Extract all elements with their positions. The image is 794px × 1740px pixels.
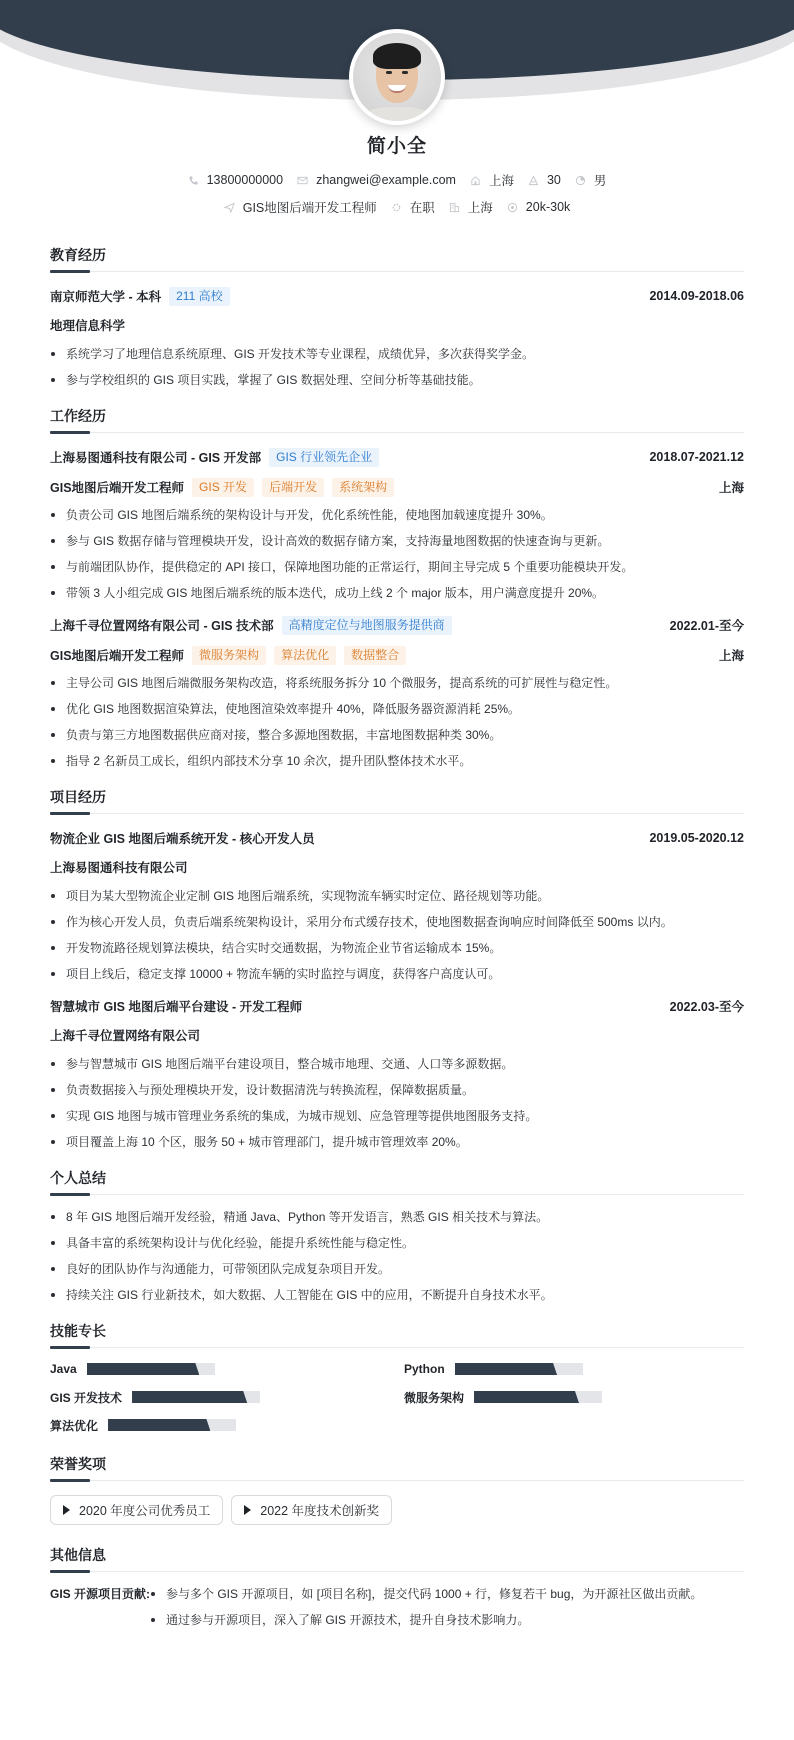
awards-section [50, 1454, 744, 1525]
list-item: 指导 2 名新员工成长，组织内部技术分享 10 余次，提升团队整体技术水平。 [50, 753, 744, 769]
project-company: 上海易图通科技有限公司 [50, 861, 188, 875]
project-date: 2019.05-2020.12 [649, 831, 744, 845]
list-item: 与前端团队协作，提供稳定的 API 接口，保障地图功能的正常运行，期间主导完成 5 个重要功能模块开发。 [50, 559, 744, 575]
project-name: 物流企业 GIS 地图后端系统开发 - 核心开发人员 [50, 832, 315, 846]
list-item: 参与学校组织的 GIS 项目实践，掌握了 GIS 数据处理、空间分析等基础技能。 [50, 372, 744, 388]
role-tag: 后端开发 [262, 478, 324, 497]
list-item: 通过参与开源项目，深入了解 GIS 开源技术，提升自身技术影响力。 [150, 1612, 702, 1628]
education-entry [50, 286, 744, 388]
education-section [50, 245, 744, 388]
work-date: 2018.07-2021.12 [649, 450, 744, 464]
section-title: 技能专长 [50, 1321, 744, 1348]
salary-info: 20k-30k [507, 200, 570, 214]
skill-bar-fill [108, 1419, 210, 1431]
projects-section [50, 787, 744, 1150]
target-position-info: GIS地图后端开发工程师 [224, 198, 377, 216]
skill-bar-fill [455, 1363, 557, 1375]
education-date: 2014.09-2018.06 [649, 289, 744, 303]
company-name: 上海易图通科技有限公司 - GIS 开发部 [50, 451, 262, 465]
role-tag: 数据整合 [344, 646, 406, 665]
skill-name: Python [404, 1362, 445, 1376]
skill-item [50, 1418, 404, 1432]
list-item: 实现 GIS 地图与城市管理业务系统的集成，为城市规划、应急管理等提供地图服务支持。 [50, 1108, 744, 1124]
skill-bar [87, 1363, 215, 1375]
work-date: 2022.01-至今 [669, 619, 744, 633]
project-entry [50, 828, 744, 982]
list-item: 参与多个 GIS 开源项目，如 [项目名称]，提交代码 1000 + 行，修复若干 bug，为开源社区做出贡献。 [150, 1586, 702, 1602]
list-item: 优化 GIS 地图数据渲染算法，使地图渲染效率提升 40%，降低服务器资源消耗 25%。 [50, 701, 744, 717]
skills-section [50, 1321, 744, 1432]
skill-bar [455, 1363, 583, 1375]
work-section [50, 406, 744, 769]
skill-bar [108, 1419, 236, 1431]
mail-icon [297, 175, 308, 186]
city-info: 上海 [470, 171, 514, 189]
school-name: 南京师范大学 - 本科 [50, 290, 162, 304]
list-item: 参与 GIS 数据存储与管理模块开发，设计高效的数据存储方案，支持海量地图数据的快速查询与更新。 [50, 533, 744, 549]
skill-bar-fill [474, 1391, 579, 1403]
role-tag: 系统架构 [332, 478, 394, 497]
section-title: 荣誉奖项 [50, 1454, 744, 1481]
work-entry [50, 447, 744, 601]
skill-bar-fill [132, 1391, 247, 1403]
skill-name: Java [50, 1362, 77, 1376]
company-tag: GIS 行业领先企业 [269, 448, 379, 467]
list-item: 带领 3 人小组完成 GIS 地图后端系统的版本迭代，成功上线 2 个 major 版本，用户满意度提升 20%。 [50, 585, 744, 601]
list-item: 开发物流路径规划算法模块，结合实时交通数据，为物流企业节省运输成本 15%。 [50, 940, 744, 956]
award-label: 2020 年度公司优秀员工 [79, 1504, 211, 1518]
work-location: 上海 [718, 481, 744, 495]
resume-content [50, 245, 744, 1656]
phone-info: 13800000000 [188, 173, 283, 187]
phone-icon [188, 175, 199, 186]
project-name: 智慧城市 GIS 地图后端平台建设 - 开发工程师 [50, 1000, 303, 1014]
list-item: 持续关注 GIS 行业新技术，如大数据、人工智能在 GIS 中的应用，不断提升自身技术水平。 [50, 1287, 744, 1303]
salary-icon [507, 202, 518, 213]
role-tag: 算法优化 [274, 646, 336, 665]
school-tag: 211 高校 [169, 287, 229, 306]
job-title: GIS地图后端开发工程师 [50, 649, 185, 663]
list-item: 负责公司 GIS 地图后端系统的架构设计与开发，优化系统性能，使地图加载速度提升 30%。 [50, 507, 744, 523]
candidate-name: 简小全 [366, 136, 427, 157]
skill-name: GIS 开发技术 [50, 1390, 123, 1405]
skill-bar-fill [87, 1363, 200, 1375]
skills-grid [50, 1362, 744, 1432]
play-triangle-icon [63, 1505, 70, 1515]
send-icon [224, 202, 235, 213]
skill-name: 微服务架构 [404, 1390, 465, 1405]
section-title: 其他信息 [50, 1545, 744, 1572]
list-item: 项目为某大型物流企业定制 GIS 地图后端系统，实现物流车辆实时定位、路径规划等功能。 [50, 888, 744, 904]
section-title: 工作经历 [50, 406, 744, 433]
list-item: 系统学习了地理信息系统原理、GIS 开发技术等专业课程，成绩优异，多次获得奖学金。 [50, 346, 744, 362]
skill-item [404, 1362, 744, 1376]
list-item: 主导公司 GIS 地图后端微服务架构改造，将系统服务拆分 10 个微服务，提高系统的可扩展性与稳定性。 [50, 675, 744, 691]
work-entry [50, 615, 744, 769]
company-name: 上海千寻位置网络有限公司 - GIS 技术部 [50, 619, 274, 633]
skill-bar [474, 1391, 602, 1403]
section-title: 个人总结 [50, 1168, 744, 1195]
target-city-info: 上海 [449, 198, 493, 216]
company-tag: 高精度定位与地图服务提供商 [282, 616, 452, 635]
contact-info-row [0, 171, 794, 189]
work-location: 上海 [718, 649, 744, 663]
list-item: 负责数据接入与预处理模块开发，设计数据清洗与转换流程，保障数据质量。 [50, 1082, 744, 1098]
list-item: 项目上线后，稳定支撑 10000 + 物流车辆的实时监控与调度，获得客户高度认可。 [50, 966, 744, 982]
project-date: 2022.03-至今 [669, 1000, 744, 1014]
list-item: 项目覆盖上海 10 个区，服务 50 + 城市管理部门，提升城市管理效率 20%。 [50, 1134, 744, 1150]
email-info: zhangwei@example.com [297, 173, 456, 187]
award-label: 2022 年度技术创新奖 [260, 1504, 380, 1518]
age-info: 30 [528, 173, 561, 187]
play-triangle-icon [244, 1505, 251, 1515]
list-item: 负责与第三方地图数据供应商对接，整合多源地图数据，丰富地图数据种类 30%。 [50, 727, 744, 743]
role-tag: GIS 开发 [192, 478, 254, 497]
job-title: GIS地图后端开发工程师 [50, 481, 185, 495]
list-item: 良好的团队协作与沟通能力，可带领团队完成复杂项目开发。 [50, 1261, 744, 1277]
building-icon [449, 202, 460, 213]
section-title: 项目经历 [50, 787, 744, 814]
list-item: 参与智慧城市 GIS 地图后端平台建设项目，整合城市地理、交通、人口等多源数据。 [50, 1056, 744, 1072]
awards-list [50, 1495, 744, 1525]
list-item: 8 年 GIS 地图后端开发经验，精通 Java、Python 等开发语言，熟悉 GIS 相关技术与算法。 [50, 1209, 744, 1225]
status-icon [391, 202, 402, 213]
section-title: 教育经历 [50, 245, 744, 272]
skill-item [50, 1362, 404, 1376]
job-info-row [0, 198, 794, 216]
avatar-photo [353, 33, 441, 121]
age-icon [528, 175, 539, 186]
skill-item [404, 1390, 744, 1404]
award-item [231, 1495, 392, 1525]
list-item: 具备丰富的系统架构设计与优化经验，能提升系统性能与稳定性。 [50, 1235, 744, 1251]
other-info-row [50, 1586, 744, 1638]
avatar [349, 29, 445, 125]
award-item [50, 1495, 223, 1525]
major: 地理信息科学 [50, 319, 126, 333]
skill-bar [132, 1391, 260, 1403]
other-section [50, 1545, 744, 1638]
project-entry [50, 996, 744, 1150]
list-item: 作为核心开发人员，负责后端系统架构设计，采用分布式缓存技术，使地图数据查询响应时间降低至 500ms 以内。 [50, 914, 744, 930]
skill-item [50, 1390, 404, 1404]
skill-name: 算法优化 [50, 1418, 99, 1433]
summary-section [50, 1168, 744, 1303]
gender-icon [575, 175, 586, 186]
gender-info: 男 [575, 171, 607, 189]
role-tag: 微服务架构 [192, 646, 266, 665]
employment-status-info: 在职 [391, 198, 435, 216]
home-icon [470, 175, 481, 186]
project-company: 上海千寻位置网络有限公司 [50, 1029, 201, 1043]
other-info-label: GIS 开源项目贡献: [50, 1587, 151, 1601]
